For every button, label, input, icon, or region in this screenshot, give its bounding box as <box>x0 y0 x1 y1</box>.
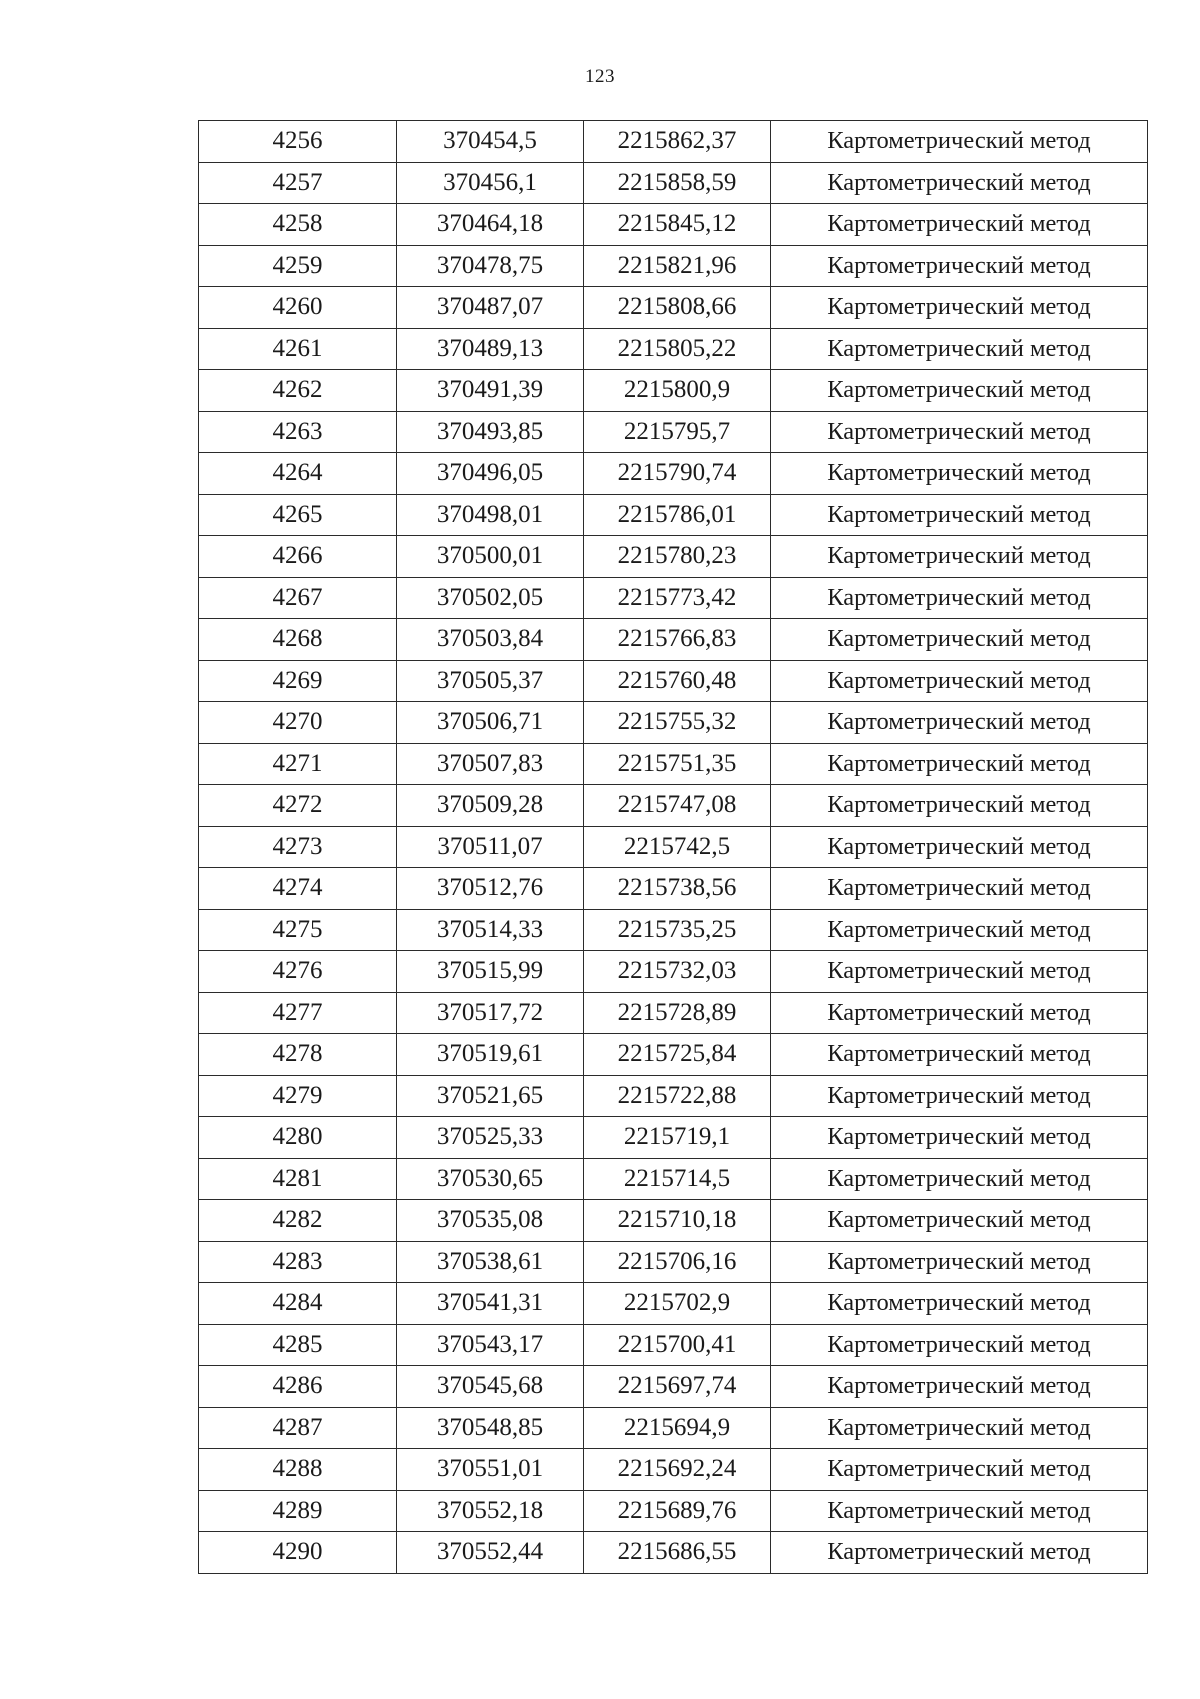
method-cell: Картометрический метод <box>771 1241 1148 1283</box>
method-cell: Картометрический метод <box>771 1034 1148 1076</box>
y-coordinate-cell: 2215858,59 <box>584 162 771 204</box>
x-coordinate-cell: 370525,33 <box>397 1117 584 1159</box>
y-coordinate-cell: 2215697,74 <box>584 1366 771 1408</box>
table-row <box>199 287 1148 329</box>
x-coordinate-cell: 370514,33 <box>397 909 584 951</box>
x-coordinate-cell: 370551,01 <box>397 1449 584 1491</box>
table-row <box>199 785 1148 827</box>
y-coordinate-cell: 2215751,35 <box>584 743 771 785</box>
point-number-cell: 4258 <box>199 204 397 246</box>
point-number-cell: 4272 <box>199 785 397 827</box>
method-cell: Картометрический метод <box>771 370 1148 412</box>
method-cell: Картометрический метод <box>771 1283 1148 1325</box>
y-coordinate-cell: 2215808,66 <box>584 287 771 329</box>
point-number-cell: 4262 <box>199 370 397 412</box>
x-coordinate-cell: 370502,05 <box>397 577 584 619</box>
x-coordinate-cell: 370493,85 <box>397 411 584 453</box>
method-cell: Картометрический метод <box>771 826 1148 868</box>
method-cell: Картометрический метод <box>771 1532 1148 1574</box>
y-coordinate-cell: 2215755,32 <box>584 702 771 744</box>
point-number-cell: 4259 <box>199 245 397 287</box>
x-coordinate-cell: 370552,18 <box>397 1490 584 1532</box>
table-row <box>199 1490 1148 1532</box>
y-coordinate-cell: 2215689,76 <box>584 1490 771 1532</box>
point-number-cell: 4257 <box>199 162 397 204</box>
table-row <box>199 702 1148 744</box>
method-cell: Картометрический метод <box>771 121 1148 163</box>
point-number-cell: 4276 <box>199 951 397 993</box>
x-coordinate-cell: 370500,01 <box>397 536 584 578</box>
point-number-cell: 4268 <box>199 619 397 661</box>
y-coordinate-cell: 2215725,84 <box>584 1034 771 1076</box>
table-row <box>199 494 1148 536</box>
x-coordinate-cell: 370538,61 <box>397 1241 584 1283</box>
point-number-cell: 4285 <box>199 1324 397 1366</box>
point-number-cell: 4279 <box>199 1075 397 1117</box>
x-coordinate-cell: 370489,13 <box>397 328 584 370</box>
table-row <box>199 1324 1148 1366</box>
table-row <box>199 1034 1148 1076</box>
method-cell: Картометрический метод <box>771 909 1148 951</box>
table-row <box>199 1366 1148 1408</box>
y-coordinate-cell: 2215805,22 <box>584 328 771 370</box>
method-cell: Картометрический метод <box>771 1449 1148 1491</box>
method-cell: Картометрический метод <box>771 951 1148 993</box>
point-number-cell: 4263 <box>199 411 397 453</box>
method-cell: Картометрический метод <box>771 1324 1148 1366</box>
point-number-cell: 4270 <box>199 702 397 744</box>
x-coordinate-cell: 370515,99 <box>397 951 584 993</box>
y-coordinate-cell: 2215780,23 <box>584 536 771 578</box>
point-number-cell: 4271 <box>199 743 397 785</box>
table-row <box>199 826 1148 868</box>
table-row <box>199 1241 1148 1283</box>
point-number-cell: 4283 <box>199 1241 397 1283</box>
x-coordinate-cell: 370517,72 <box>397 992 584 1034</box>
coordinates-table-body <box>199 121 1148 1574</box>
x-coordinate-cell: 370507,83 <box>397 743 584 785</box>
point-number-cell: 4265 <box>199 494 397 536</box>
x-coordinate-cell: 370503,84 <box>397 619 584 661</box>
point-number-cell: 4275 <box>199 909 397 951</box>
y-coordinate-cell: 2215706,16 <box>584 1241 771 1283</box>
point-number-cell: 4261 <box>199 328 397 370</box>
point-number-cell: 4286 <box>199 1366 397 1408</box>
y-coordinate-cell: 2215702,9 <box>584 1283 771 1325</box>
table-row <box>199 909 1148 951</box>
y-coordinate-cell: 2215710,18 <box>584 1200 771 1242</box>
method-cell: Картометрический метод <box>771 577 1148 619</box>
method-cell: Картометрический метод <box>771 1075 1148 1117</box>
table-row <box>199 245 1148 287</box>
table-row <box>199 411 1148 453</box>
table-row <box>199 121 1148 163</box>
method-cell: Картометрический метод <box>771 992 1148 1034</box>
point-number-cell: 4269 <box>199 660 397 702</box>
method-cell: Картометрический метод <box>771 204 1148 246</box>
point-number-cell: 4256 <box>199 121 397 163</box>
table-row <box>199 1200 1148 1242</box>
y-coordinate-cell: 2215760,48 <box>584 660 771 702</box>
point-number-cell: 4282 <box>199 1200 397 1242</box>
x-coordinate-cell: 370535,08 <box>397 1200 584 1242</box>
table-row <box>199 1117 1148 1159</box>
table-row <box>199 1532 1148 1574</box>
method-cell: Картометрический метод <box>771 411 1148 453</box>
method-cell: Картометрический метод <box>771 245 1148 287</box>
method-cell: Картометрический метод <box>771 287 1148 329</box>
method-cell: Картометрический метод <box>771 1200 1148 1242</box>
point-number-cell: 4267 <box>199 577 397 619</box>
table-row <box>199 660 1148 702</box>
method-cell: Картометрический метод <box>771 868 1148 910</box>
x-coordinate-cell: 370491,39 <box>397 370 584 412</box>
x-coordinate-cell: 370548,85 <box>397 1407 584 1449</box>
point-number-cell: 4264 <box>199 453 397 495</box>
table-row <box>199 536 1148 578</box>
table-row <box>199 1075 1148 1117</box>
table-row <box>199 951 1148 993</box>
x-coordinate-cell: 370506,71 <box>397 702 584 744</box>
y-coordinate-cell: 2215795,7 <box>584 411 771 453</box>
x-coordinate-cell: 370511,07 <box>397 826 584 868</box>
y-coordinate-cell: 2215719,1 <box>584 1117 771 1159</box>
table-row <box>199 577 1148 619</box>
x-coordinate-cell: 370552,44 <box>397 1532 584 1574</box>
point-number-cell: 4290 <box>199 1532 397 1574</box>
y-coordinate-cell: 2215773,42 <box>584 577 771 619</box>
method-cell: Картометрический метод <box>771 1490 1148 1532</box>
method-cell: Картометрический метод <box>771 619 1148 661</box>
method-cell: Картометрический метод <box>771 1366 1148 1408</box>
table-row <box>199 868 1148 910</box>
table-row <box>199 204 1148 246</box>
x-coordinate-cell: 370509,28 <box>397 785 584 827</box>
y-coordinate-cell: 2215821,96 <box>584 245 771 287</box>
method-cell: Картометрический метод <box>771 1158 1148 1200</box>
y-coordinate-cell: 2215694,9 <box>584 1407 771 1449</box>
y-coordinate-cell: 2215742,5 <box>584 826 771 868</box>
y-coordinate-cell: 2215722,88 <box>584 1075 771 1117</box>
y-coordinate-cell: 2215732,03 <box>584 951 771 993</box>
y-coordinate-cell: 2215700,41 <box>584 1324 771 1366</box>
point-number-cell: 4280 <box>199 1117 397 1159</box>
coordinates-table <box>198 120 1148 1574</box>
x-coordinate-cell: 370454,5 <box>397 121 584 163</box>
x-coordinate-cell: 370545,68 <box>397 1366 584 1408</box>
y-coordinate-cell: 2215845,12 <box>584 204 771 246</box>
table-row <box>199 619 1148 661</box>
y-coordinate-cell: 2215862,37 <box>584 121 771 163</box>
table-row <box>199 328 1148 370</box>
point-number-cell: 4287 <box>199 1407 397 1449</box>
x-coordinate-cell: 370487,07 <box>397 287 584 329</box>
table-row <box>199 370 1148 412</box>
y-coordinate-cell: 2215800,9 <box>584 370 771 412</box>
method-cell: Картометрический метод <box>771 453 1148 495</box>
point-number-cell: 4266 <box>199 536 397 578</box>
y-coordinate-cell: 2215686,55 <box>584 1532 771 1574</box>
y-coordinate-cell: 2215728,89 <box>584 992 771 1034</box>
table-row <box>199 1158 1148 1200</box>
table-row <box>199 992 1148 1034</box>
point-number-cell: 4281 <box>199 1158 397 1200</box>
y-coordinate-cell: 2215714,5 <box>584 1158 771 1200</box>
point-number-cell: 4273 <box>199 826 397 868</box>
point-number-cell: 4260 <box>199 287 397 329</box>
method-cell: Картометрический метод <box>771 702 1148 744</box>
table-row <box>199 453 1148 495</box>
point-number-cell: 4274 <box>199 868 397 910</box>
y-coordinate-cell: 2215747,08 <box>584 785 771 827</box>
table-row <box>199 1407 1148 1449</box>
x-coordinate-cell: 370530,65 <box>397 1158 584 1200</box>
method-cell: Картометрический метод <box>771 1407 1148 1449</box>
table-row <box>199 1449 1148 1491</box>
method-cell: Картометрический метод <box>771 162 1148 204</box>
x-coordinate-cell: 370505,37 <box>397 660 584 702</box>
method-cell: Картометрический метод <box>771 328 1148 370</box>
point-number-cell: 4284 <box>199 1283 397 1325</box>
x-coordinate-cell: 370478,75 <box>397 245 584 287</box>
x-coordinate-cell: 370541,31 <box>397 1283 584 1325</box>
method-cell: Картометрический метод <box>771 660 1148 702</box>
x-coordinate-cell: 370543,17 <box>397 1324 584 1366</box>
table-row <box>199 162 1148 204</box>
method-cell: Картометрический метод <box>771 743 1148 785</box>
x-coordinate-cell: 370498,01 <box>397 494 584 536</box>
y-coordinate-cell: 2215692,24 <box>584 1449 771 1491</box>
x-coordinate-cell: 370512,76 <box>397 868 584 910</box>
method-cell: Картометрический метод <box>771 1117 1148 1159</box>
table-row <box>199 1283 1148 1325</box>
y-coordinate-cell: 2215766,83 <box>584 619 771 661</box>
page-number: 123 <box>585 66 615 87</box>
y-coordinate-cell: 2215735,25 <box>584 909 771 951</box>
point-number-cell: 4278 <box>199 1034 397 1076</box>
point-number-cell: 4289 <box>199 1490 397 1532</box>
y-coordinate-cell: 2215738,56 <box>584 868 771 910</box>
x-coordinate-cell: 370464,18 <box>397 204 584 246</box>
x-coordinate-cell: 370456,1 <box>397 162 584 204</box>
x-coordinate-cell: 370519,61 <box>397 1034 584 1076</box>
method-cell: Картометрический метод <box>771 536 1148 578</box>
method-cell: Картометрический метод <box>771 785 1148 827</box>
x-coordinate-cell: 370521,65 <box>397 1075 584 1117</box>
y-coordinate-cell: 2215786,01 <box>584 494 771 536</box>
point-number-cell: 4288 <box>199 1449 397 1491</box>
y-coordinate-cell: 2215790,74 <box>584 453 771 495</box>
table-row <box>199 743 1148 785</box>
x-coordinate-cell: 370496,05 <box>397 453 584 495</box>
method-cell: Картометрический метод <box>771 494 1148 536</box>
point-number-cell: 4277 <box>199 992 397 1034</box>
